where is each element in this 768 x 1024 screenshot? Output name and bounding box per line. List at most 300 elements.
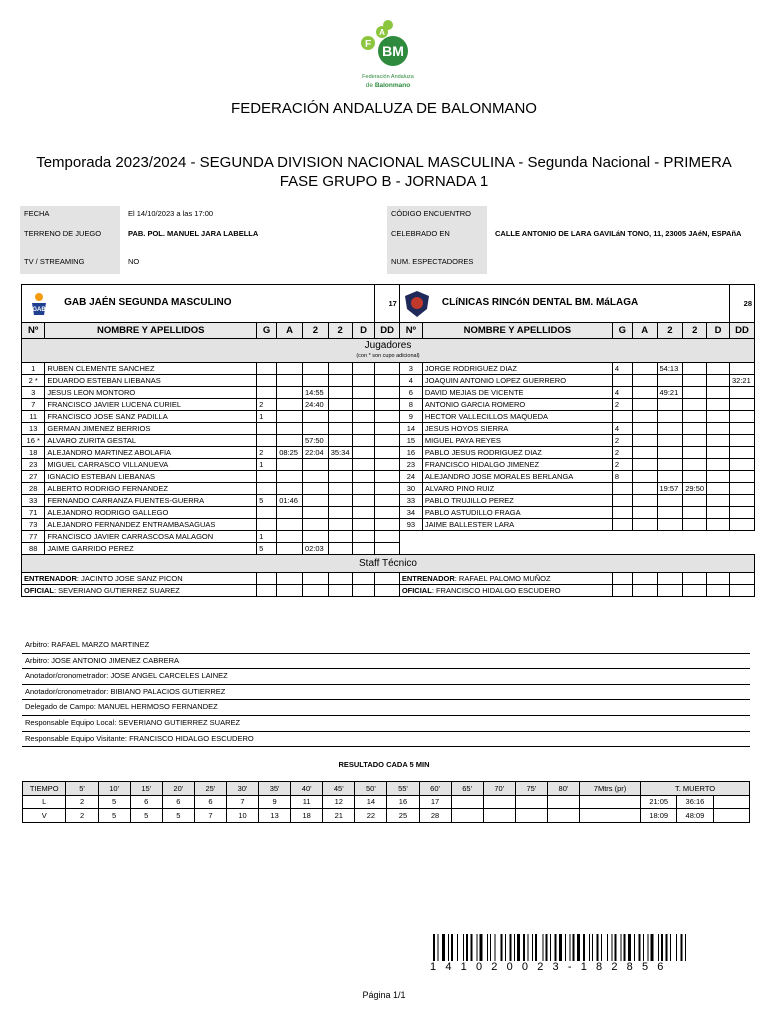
results-cell: 18 <box>291 809 323 823</box>
results-header-cell: 55' <box>387 782 419 796</box>
player-t1: 49:21 <box>657 387 683 399</box>
logo-letters-bm: BM <box>382 43 404 59</box>
player-row <box>22 543 755 555</box>
barcode-bar <box>601 934 602 961</box>
player-name: MIGUEL PAYA REYES <box>422 435 612 447</box>
player-t1 <box>302 459 328 471</box>
col-d: D <box>352 323 375 339</box>
player-t2 <box>328 399 352 411</box>
col-2b: 2 <box>683 323 707 339</box>
player-g <box>612 483 632 495</box>
player-a <box>632 375 657 387</box>
player-dd <box>375 519 399 531</box>
barcode-bar <box>639 934 641 961</box>
player-g <box>257 375 277 387</box>
player-dd <box>375 423 399 435</box>
player-row <box>22 495 755 507</box>
barcode-bar <box>487 934 488 961</box>
player-name: MIGUEL CARRASCO VILLANUEVA <box>45 459 257 471</box>
barcode-bar <box>612 934 613 961</box>
player-a: 08:25 <box>277 447 303 459</box>
player-t2 <box>683 495 707 507</box>
barcode-bar <box>546 934 548 961</box>
results-table <box>22 781 750 823</box>
player-d <box>707 423 730 435</box>
player-g: 2 <box>612 399 632 411</box>
player-name: JORGE RODRIGUEZ DIAZ <box>422 363 612 375</box>
barcode-bar <box>555 934 557 961</box>
results-cell: 11 <box>291 795 323 809</box>
results-cell <box>515 795 547 809</box>
results-cell: 28 <box>419 809 451 823</box>
player-t2 <box>328 543 352 555</box>
player-g: 2 <box>257 399 277 411</box>
barcode-bar <box>577 934 580 961</box>
player-a <box>277 543 303 555</box>
visit-team-name: CLíNICAS RINCóN DENTAL BM. MáLAGA <box>441 297 639 309</box>
player-dd <box>730 507 755 519</box>
player-t2 <box>328 531 352 543</box>
barcode-bar <box>480 934 483 961</box>
results-header-cell: 75' <box>515 782 547 796</box>
player-t2 <box>328 483 352 495</box>
barcode-bar <box>448 934 449 961</box>
logo-text-line2: de Balonmano <box>365 82 411 89</box>
player-d <box>352 375 375 387</box>
player-a <box>277 519 303 531</box>
player-row <box>22 411 755 423</box>
results-cell: 7 <box>226 795 258 809</box>
results-cell <box>483 809 515 823</box>
timeout-cell: 18:09 <box>641 809 677 823</box>
player-t2: 29:50 <box>683 483 707 495</box>
player-a <box>277 471 303 483</box>
results-header-cell: 7Mtrs (pr) <box>579 782 640 796</box>
player-a <box>632 483 657 495</box>
player-a <box>632 471 657 483</box>
barcode-bar <box>615 934 617 961</box>
player-name: PABLO TRUJILLO PEREZ <box>422 495 612 507</box>
barcode-bar <box>666 934 668 961</box>
player-t1 <box>302 411 328 423</box>
player-d <box>707 387 730 399</box>
player-d <box>352 363 375 375</box>
barcode-bar <box>621 934 622 961</box>
col-2a: 2 <box>657 323 683 339</box>
player-a <box>632 519 657 531</box>
player-g <box>257 519 277 531</box>
player-t1 <box>657 495 683 507</box>
player-d <box>352 519 375 531</box>
player-a <box>277 363 303 375</box>
player-row <box>22 423 755 435</box>
barcode-bar <box>658 934 659 961</box>
player-t2 <box>328 459 352 471</box>
results-cell <box>579 809 640 823</box>
player-a <box>632 435 657 447</box>
barcode-bar <box>589 934 590 961</box>
logo-text-line1: Federación Andaluza <box>362 74 414 80</box>
barcode-bar <box>607 934 608 961</box>
results-cell: 6 <box>162 795 194 809</box>
player-num: 88 <box>22 543 45 555</box>
player-d <box>352 507 375 519</box>
player-d <box>707 363 730 375</box>
results-cell: 25 <box>387 809 419 823</box>
barcode-bar <box>510 934 512 961</box>
player-g <box>257 483 277 495</box>
officials-list <box>22 638 750 747</box>
player-name: ALBERTO RODRIGO FERNANDEZ <box>45 483 257 495</box>
player-t2 <box>328 423 352 435</box>
col-d: D <box>707 323 730 339</box>
player-t2 <box>683 435 707 447</box>
player-num: 34 <box>399 507 422 519</box>
player-t2 <box>683 387 707 399</box>
barcode-bar <box>583 934 585 961</box>
terreno-label: TERRENO DE JUEGO <box>20 226 120 254</box>
player-row <box>22 375 755 387</box>
player-dd <box>375 483 399 495</box>
barcode-bar <box>651 934 654 961</box>
player-num: 18 <box>22 447 45 459</box>
player-row <box>22 483 755 495</box>
player-d <box>707 507 730 519</box>
player-t2 <box>328 471 352 483</box>
player-row <box>22 447 755 459</box>
player-d <box>707 483 730 495</box>
barcode-bar <box>573 934 575 961</box>
player-t2 <box>683 471 707 483</box>
player-g <box>612 375 632 387</box>
player-a <box>632 363 657 375</box>
results-cell: 7 <box>194 809 226 823</box>
col-g: G <box>257 323 277 339</box>
barcode-bar <box>514 934 515 961</box>
player-name: DAVID MEJIAS DE VICENTE <box>422 387 612 399</box>
player-name: FRANCISCO HIDALGO JIMENEZ <box>422 459 612 471</box>
player-row <box>22 363 755 375</box>
player-num: 33 <box>22 495 45 507</box>
player-name: FRANCISCO JAVIER CARRASCOSA MALAGON <box>45 531 257 543</box>
tv-value: NO <box>128 257 140 266</box>
player-a <box>632 387 657 399</box>
player-row <box>22 399 755 411</box>
player-dd <box>730 435 755 447</box>
codigo-value <box>491 206 748 212</box>
player-dd <box>730 399 755 411</box>
players-section-title: Jugadores <box>364 339 412 351</box>
barcode-bar <box>457 934 458 961</box>
player-t2 <box>328 435 352 447</box>
player-dd <box>375 375 399 387</box>
player-d <box>352 531 375 543</box>
player-d <box>707 435 730 447</box>
results-row <box>23 795 750 809</box>
player-a <box>277 423 303 435</box>
player-num: 1 <box>22 363 45 375</box>
player-row <box>22 471 755 483</box>
results-cell: 17 <box>419 795 451 809</box>
player-num: 23 <box>22 459 45 471</box>
player-t2 <box>683 519 707 531</box>
col-dd: DD <box>730 323 755 339</box>
results-header-cell: 15' <box>130 782 162 796</box>
official-line: Arbitro: JOSE ANTONIO JIMENEZ CABRERA <box>22 654 750 670</box>
timeout-cell: 36:16 <box>677 795 713 809</box>
visit-oficial: OFICIAL: FRANCISCO HIDALGO ESCUDERO <box>399 585 612 597</box>
results-header-cell: 10' <box>98 782 130 796</box>
player-t2 <box>683 447 707 459</box>
player-dd <box>375 447 399 459</box>
player-d <box>707 495 730 507</box>
barcode-bar <box>532 934 533 961</box>
player-a <box>632 399 657 411</box>
player-t1: 54:13 <box>657 363 683 375</box>
visit-team-header <box>399 285 729 323</box>
player-a: 01:46 <box>277 495 303 507</box>
col-g: G <box>612 323 632 339</box>
player-t1 <box>657 435 683 447</box>
barcode-bar <box>681 934 683 961</box>
player-t2: 35:34 <box>328 447 352 459</box>
results-cell: 5 <box>130 809 162 823</box>
player-d <box>352 399 375 411</box>
player-num: 77 <box>22 531 45 543</box>
player-t2 <box>328 495 352 507</box>
player-a <box>277 375 303 387</box>
player-dd <box>730 495 755 507</box>
player-t1 <box>302 531 328 543</box>
player-a <box>632 411 657 423</box>
logo-letter-f: F <box>364 39 372 50</box>
player-row <box>22 531 755 543</box>
results-row-label: V <box>23 809 66 823</box>
barcode-bar <box>597 934 599 961</box>
results-row <box>23 809 750 823</box>
player-dd <box>375 507 399 519</box>
col-dd: DD <box>375 323 399 339</box>
espectadores-value <box>491 254 748 260</box>
results-cell <box>483 795 515 809</box>
results-cell: 2 <box>66 809 98 823</box>
col-num: Nº <box>399 323 422 339</box>
player-t2 <box>683 375 707 387</box>
barcode-bar <box>517 934 520 961</box>
results-row-label: L <box>23 795 66 809</box>
player-name: ALEJANDRO JOSE MORALES BERLANGA <box>422 471 612 483</box>
player-dd <box>730 423 755 435</box>
player-dd <box>375 363 399 375</box>
player-num: 3 <box>399 363 422 375</box>
player-num: 16 <box>399 447 422 459</box>
player-name: JESUS LEON MONTORO <box>45 387 257 399</box>
player-t1 <box>657 423 683 435</box>
fabm-logo <box>352 20 424 94</box>
timeout-header: T. MUERTO <box>641 782 750 796</box>
results-cell: 5 <box>98 809 130 823</box>
barcode-bar <box>676 934 677 961</box>
results-cell: 9 <box>259 795 291 809</box>
player-g: 4 <box>612 387 632 399</box>
player-a <box>277 411 303 423</box>
player-g <box>612 507 632 519</box>
player-a <box>632 507 657 519</box>
timeout-cell <box>713 795 749 809</box>
player-t1 <box>657 375 683 387</box>
local-team-name: GAB JAÉN SEGUNDA MASCULINO <box>64 297 232 309</box>
player-name: IGNACIO ESTEBAN LIEBANAS <box>45 471 257 483</box>
results-cell: 22 <box>355 809 387 823</box>
barcode-bar <box>501 934 503 961</box>
official-line: Anotador/cronometrador: BIBIANO PALACIOS GUTIERREZ <box>22 685 750 701</box>
player-g: 2 <box>612 459 632 471</box>
results-cell <box>451 795 483 809</box>
col-num: Nº <box>22 323 45 339</box>
visit-entrenador: ENTRENADOR: RAFAEL PALOMO MUÑOZ <box>399 573 612 585</box>
results-header-row <box>23 782 750 796</box>
player-t1 <box>302 363 328 375</box>
player-g: 8 <box>612 471 632 483</box>
visit-team-score: 28 <box>730 285 755 323</box>
player-g <box>612 411 632 423</box>
staff-section-title: Staff Técnico <box>22 555 755 573</box>
terreno-value: PAB. POL. MANUEL JARA LABELLA <box>128 229 259 238</box>
barcode-bar <box>490 934 491 961</box>
results-header-cell: 60' <box>419 782 451 796</box>
player-d <box>707 411 730 423</box>
fecha-label: FECHA <box>20 206 120 226</box>
player-d <box>707 519 730 531</box>
player-a <box>277 435 303 447</box>
results-cell <box>579 795 640 809</box>
player-dd <box>730 411 755 423</box>
barcode-bar <box>628 934 631 961</box>
player-g <box>257 507 277 519</box>
timeout-cell <box>713 809 749 823</box>
player-name: ALVARO ZURITA GESTAL <box>45 435 257 447</box>
celebrado-label: CELEBRADO EN <box>387 226 487 254</box>
official-line: Anotador/cronometrador: JOSE ANGEL CARCELES LAINEZ <box>22 669 750 685</box>
timeout-cell: 48:09 <box>677 809 713 823</box>
player-a <box>277 531 303 543</box>
player-t2 <box>328 411 352 423</box>
page-footer: Página 1/1 <box>362 990 406 1000</box>
player-a <box>277 399 303 411</box>
player-dd <box>375 531 399 543</box>
player-num: 7 <box>22 399 45 411</box>
results-cell: 6 <box>130 795 162 809</box>
barcode-bar <box>565 934 566 961</box>
player-t1: 24:40 <box>302 399 328 411</box>
player-g <box>612 495 632 507</box>
player-name: FRANCISCO JAVIER LUCENA CURIEL <box>45 399 257 411</box>
tv-label: TV / STREAMING <box>20 254 120 274</box>
player-t1 <box>302 519 328 531</box>
player-num: 14 <box>399 423 422 435</box>
player-row <box>22 459 755 471</box>
player-dd <box>375 399 399 411</box>
player-num: 30 <box>399 483 422 495</box>
player-row <box>22 507 755 519</box>
barcode-bar <box>528 934 529 961</box>
player-dd <box>375 471 399 483</box>
malaga-shield-icon <box>402 289 432 319</box>
player-name: EDUARDO ESTEBAN LIEBANAS <box>45 375 257 387</box>
player-t1: 57:50 <box>302 435 328 447</box>
player-num: 9 <box>399 411 422 423</box>
player-num: 27 <box>22 471 45 483</box>
timeout-cell: 21:05 <box>641 795 677 809</box>
barcode-number: 141020023-182856 <box>430 961 673 973</box>
player-name: ALEJANDRO FERNANDEZ ENTRAMBASAGUAS <box>45 519 257 531</box>
player-row <box>22 435 755 447</box>
player-name: RUBEN CLEMENTE SANCHEZ <box>45 363 257 375</box>
player-name: FERNANDO CARRANZA FUENTES-GUERRA <box>45 495 257 507</box>
player-a <box>277 507 303 519</box>
player-g: 5 <box>257 543 277 555</box>
player-g <box>257 387 277 399</box>
barcode-bar <box>559 934 562 961</box>
player-num: 11 <box>22 411 45 423</box>
barcode-bar <box>670 934 671 961</box>
results-title: RESULTADO CADA 5 MIN <box>338 760 430 769</box>
player-a <box>632 459 657 471</box>
player-name: ANTONIO GARCIA ROMERO <box>422 399 612 411</box>
player-d <box>352 495 375 507</box>
barcode-bar <box>466 934 468 961</box>
player-a <box>277 483 303 495</box>
player-d <box>352 387 375 399</box>
player-name: PABLO JESUS RODRIGUEZ DIAZ <box>422 447 612 459</box>
player-num: 13 <box>22 423 45 435</box>
results-cell <box>515 809 547 823</box>
results-header-cell: TIEMPO <box>23 782 66 796</box>
player-dd <box>375 495 399 507</box>
player-name: GERMAN JIMENEZ BERRIOS <box>45 423 257 435</box>
results-cell: 5 <box>162 809 194 823</box>
player-t1 <box>657 507 683 519</box>
player-g: 2 <box>612 435 632 447</box>
player-d <box>352 471 375 483</box>
barcode-bar <box>471 934 473 961</box>
player-g: 2 <box>257 447 277 459</box>
barcode-bar <box>438 934 439 961</box>
player-t1: 22:04 <box>302 447 328 459</box>
player-t1: 19:57 <box>657 483 683 495</box>
player-num: 71 <box>22 507 45 519</box>
player-t1 <box>657 519 683 531</box>
results-cell: 5 <box>98 795 130 809</box>
local-entrenador: ENTRENADOR: JACINTO JOSE SANZ PICON <box>22 573 257 585</box>
player-t1: 14:55 <box>302 387 328 399</box>
player-num: 23 <box>399 459 422 471</box>
player-g: 1 <box>257 411 277 423</box>
player-num: 93 <box>399 519 422 531</box>
player-g: 5 <box>257 495 277 507</box>
player-d <box>352 447 375 459</box>
results-header-cell: 80' <box>547 782 579 796</box>
results-cell: 14 <box>355 795 387 809</box>
col-a: A <box>277 323 303 339</box>
player-num: 28 <box>22 483 45 495</box>
player-name: HECTOR VALLECILLOS MAQUEDA <box>422 411 612 423</box>
official-line: Responsable Equipo Visitante: FRANCISCO HIDALGO ESCUDERO <box>22 732 750 748</box>
player-t1 <box>302 507 328 519</box>
player-row <box>22 387 755 399</box>
player-num: 8 <box>399 399 422 411</box>
col-name: NOMBRE Y APELLIDOS <box>45 323 257 339</box>
